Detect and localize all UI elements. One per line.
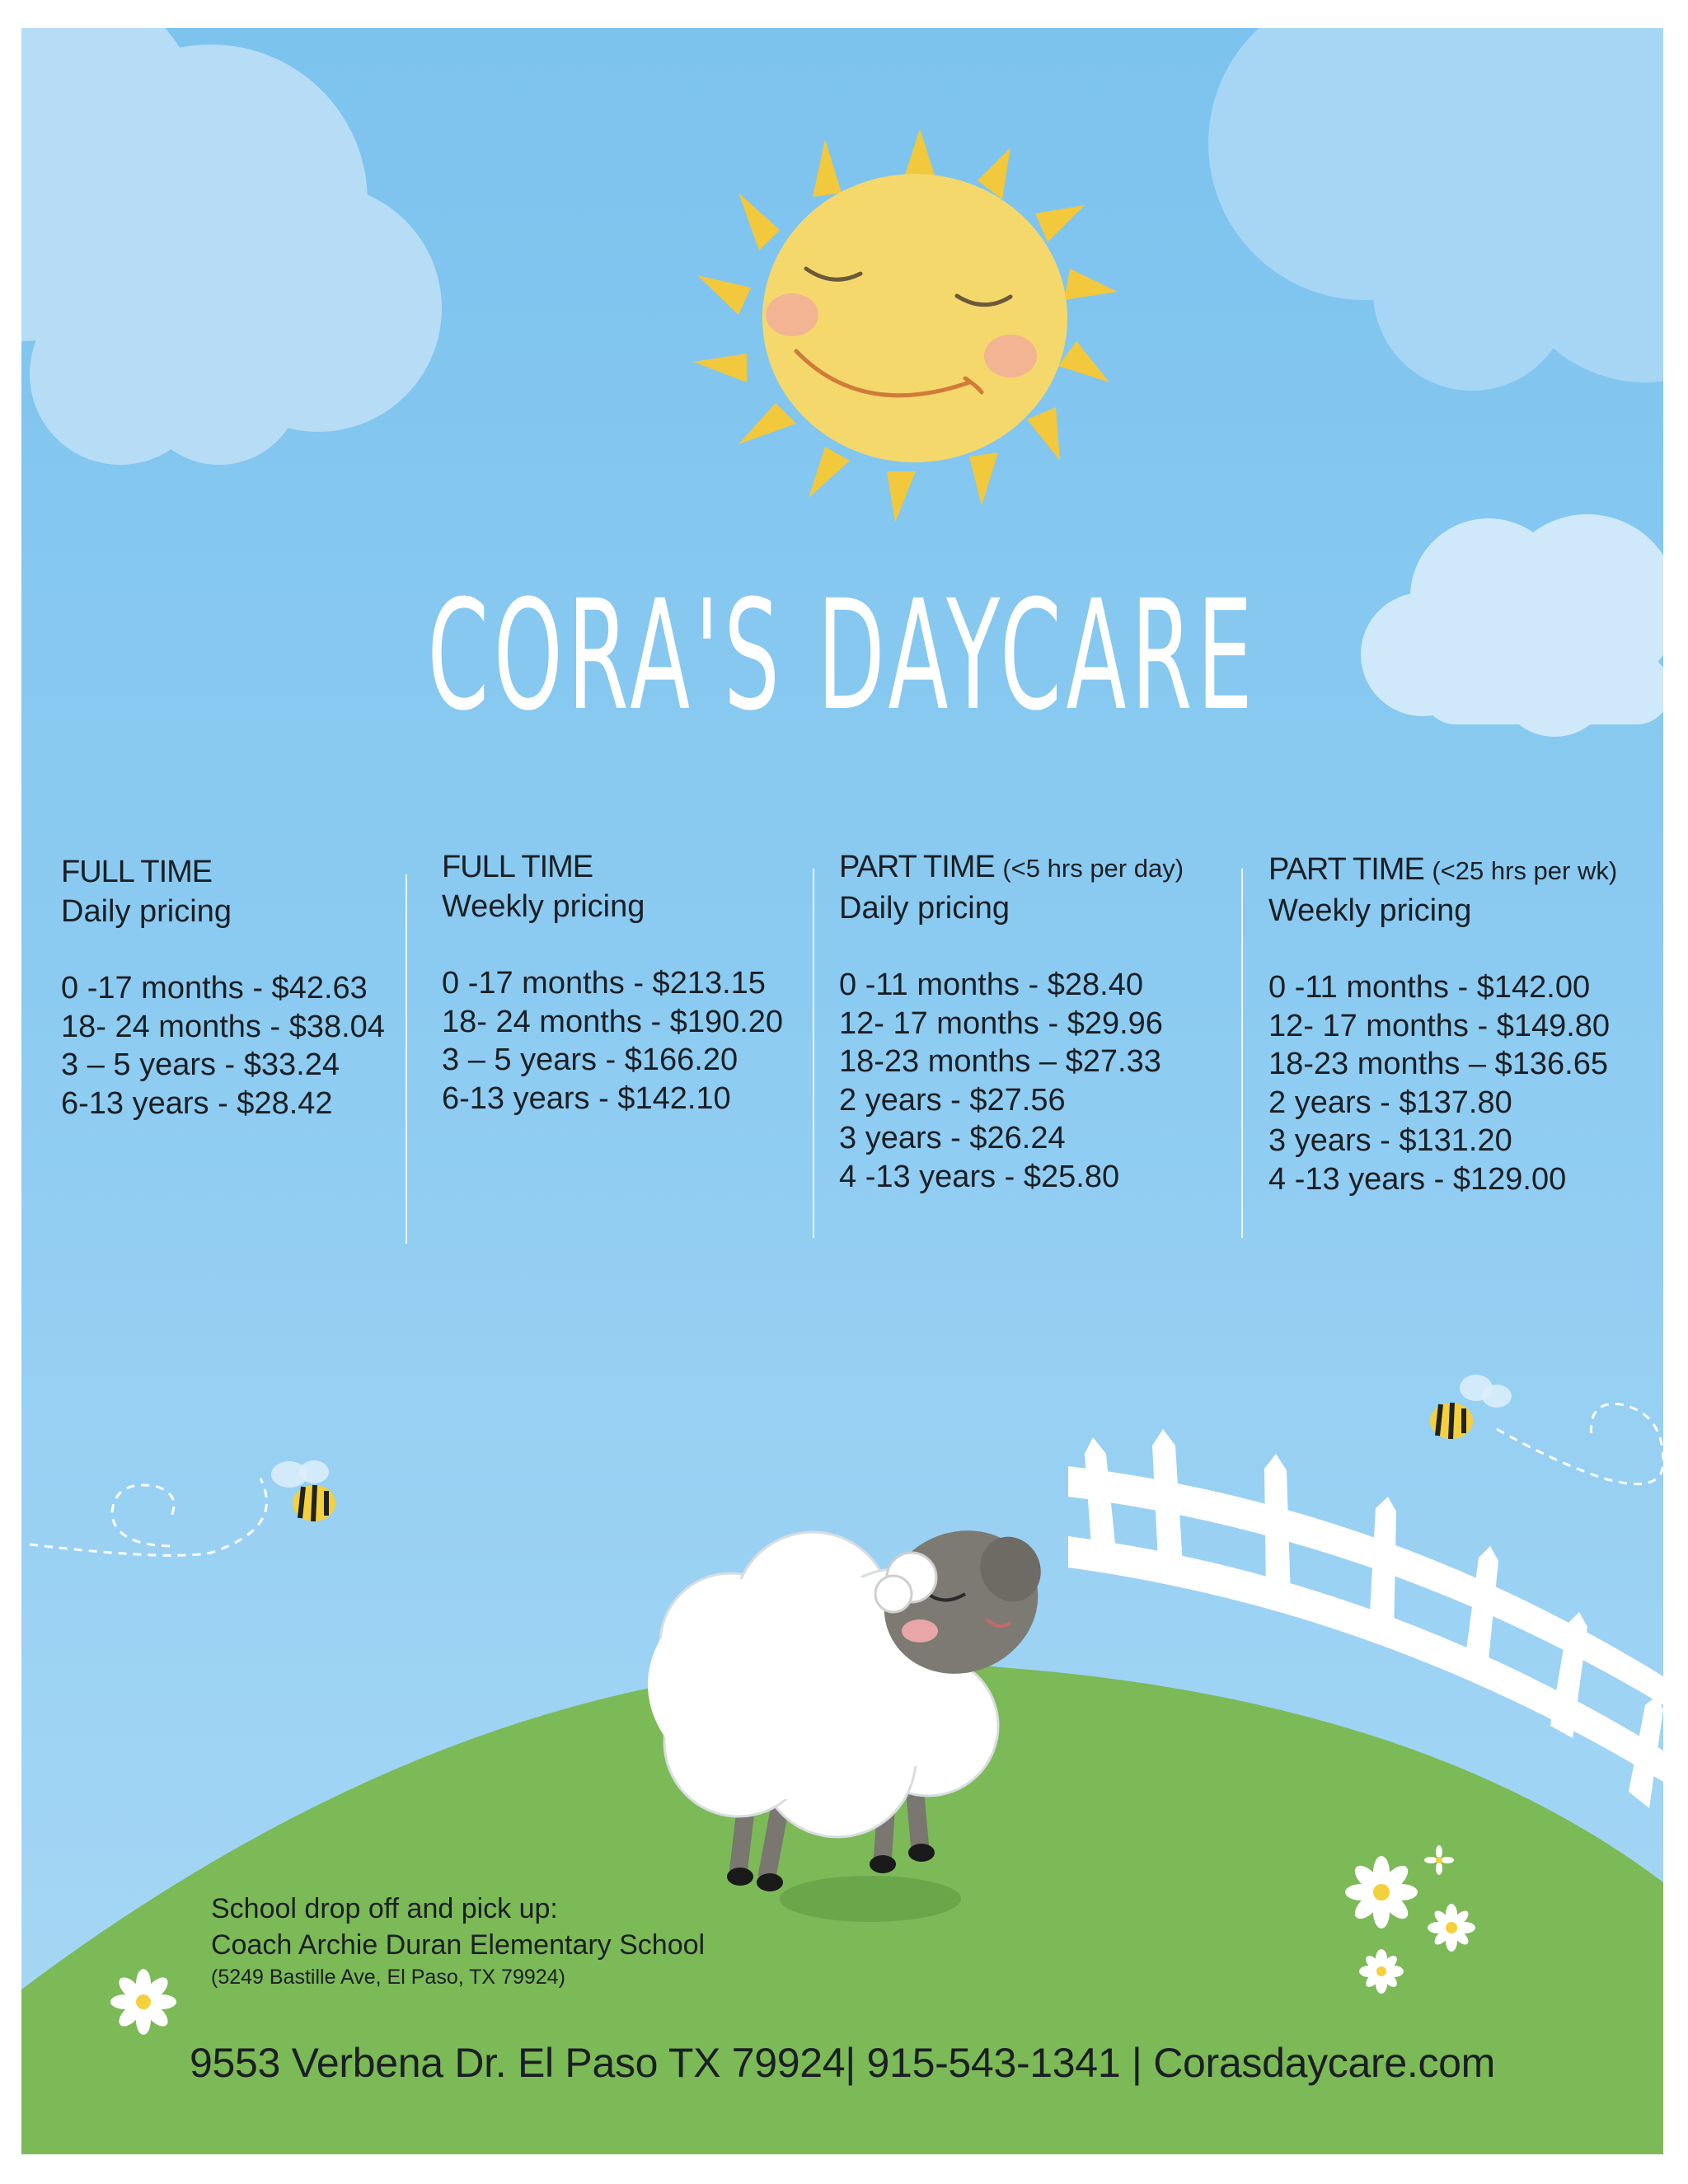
price-list [839,966,1184,1196]
price-item: 18- 24 months - $38.04 [61,1009,385,1044]
pricing-subheading: Daily pricing [61,894,232,929]
price-item: 0 -11 months - $28.40 [839,968,1143,1002]
price-item: 0 -11 months - $142.00 [1268,970,1591,1005]
daycare-flyer [21,28,1663,2154]
price-item: 3 – 5 years - $166.20 [442,1043,738,1077]
pricing-heading: FULL TIME [442,850,593,884]
pricing-heading: FULL TIME [61,855,213,889]
sun-icon [693,129,1118,523]
school-name: Coach Archie Duran Elementary School [211,1929,706,1961]
cloud-top-right [1208,28,1663,391]
price-item: 6-13 years - $28.42 [61,1085,333,1121]
price-item: 4 -13 years - $25.80 [839,1159,1120,1194]
price-item: 18-23 months – $136.65 [1268,1047,1608,1081]
pricing-note: (<5 hrs per day) [1002,854,1184,883]
school-info [211,1891,705,1991]
price-item: 3 years - $131.20 [1268,1123,1512,1158]
pricing-heading: PART TIME (<5 hrs per day) [839,850,1184,884]
flower-icon-left [110,1969,176,2035]
school-address: (5249 Bastille Ave, El Paso, TX 79924) [211,1966,565,1989]
pricing-note: (<25 hrs per wk) [1432,856,1618,885]
contact-footer: 9553 Verbena Dr. El Paso TX 79924| 915-543-1341 | Corasdaycare.com [189,2040,1496,2086]
price-item: 12- 17 months - $149.80 [1268,1008,1611,1043]
pricing-column-full-time-weekly [442,847,783,1118]
school-info-label: School drop off and pick up: [211,1893,558,1924]
pricing-heading: PART TIME (<25 hrs per wk) [1268,852,1618,887]
column-divider [406,874,407,1244]
bee-trail-right [1497,1404,1663,1484]
price-item: 0 -17 months - $213.15 [442,966,766,1001]
cloud-right [1361,514,1663,737]
column-divider [813,869,814,1238]
price-item: 18- 24 months - $190.20 [442,1004,784,1039]
price-item: 3 years - $26.24 [839,1121,1066,1155]
pricing-subheading: Weekly pricing [442,889,645,924]
column-divider [1241,869,1243,1238]
price-item: 4 -13 years - $129.00 [1268,1161,1567,1197]
price-item: 18-23 months – $27.33 [839,1044,1161,1079]
bee-icon-left [271,1460,335,1521]
price-list [61,969,385,1122]
pricing-column-full-time-daily [61,852,385,1122]
price-item: 12- 17 months - $29.96 [839,1005,1163,1041]
price-list [1268,968,1617,1198]
price-list [442,964,783,1118]
price-item: 0 -17 months - $42.63 [61,971,368,1005]
pricing-subheading: Daily pricing [839,891,1010,926]
price-item: 2 years - $137.80 [1268,1085,1512,1120]
price-item: 3 – 5 years - $33.24 [61,1047,340,1082]
pricing-column-part-time-daily [839,847,1184,1196]
pricing-column-part-time-weekly [1268,850,1617,1198]
page-title: CORA'S DAYCARE [427,568,1258,744]
price-item: 2 years - $27.56 [839,1082,1066,1118]
cloud-top-left [21,28,442,465]
price-item: 6-13 years - $142.10 [442,1080,731,1116]
pricing-subheading: Weekly pricing [1268,893,1472,928]
